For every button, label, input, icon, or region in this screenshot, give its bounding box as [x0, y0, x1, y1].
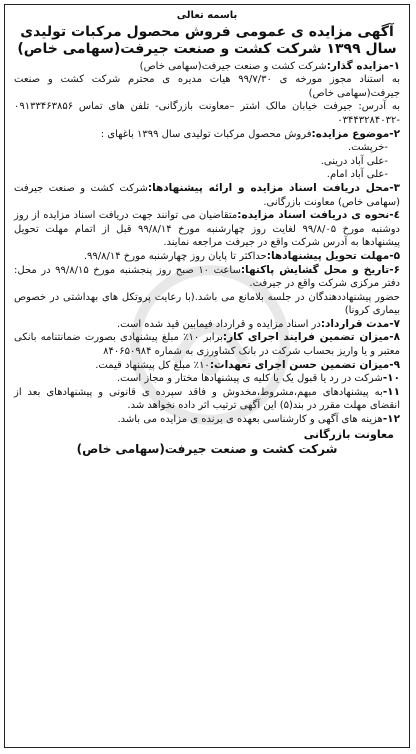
item-5	[14, 250, 400, 264]
item-label: ۱-مزایده گذار:	[326, 59, 400, 72]
orchard-2	[14, 155, 400, 169]
item-label: ۶-تاریخ و محل گشایش پاکتها:	[240, 263, 400, 276]
item-label: ۷-مدت قرارداد:	[320, 317, 400, 330]
item-label: ۳-محل دریافت اسناد مزایده و ارائه پیشنهادها:	[147, 181, 400, 194]
item-label: ۵-مهلت تحویل پیشنهادها:	[266, 249, 400, 262]
item-text: -علی آباد امام.	[326, 169, 388, 181]
item-10	[14, 372, 400, 386]
item-label: ۱۲-	[382, 413, 400, 426]
item-12	[14, 413, 400, 427]
bismillah: باسمه تعالی	[176, 10, 238, 21]
item-text: به استناد مجوز مورخه ی ۹۹/۷/۳۰ هیات مدیره ی محترم شرکت کشت و صنعت جیرفت(سهامی خاص)	[14, 74, 400, 99]
item-text: ساعت ۱۰ صبح روز پنجشنبه مورخ ۹۹/۸/۱۵ در محل: دفتر مرکزی شرکت واقع در جیرفت.	[14, 264, 400, 290]
item-1-license	[14, 73, 400, 100]
item-6	[14, 264, 400, 291]
item-label: ۱۱-	[382, 385, 400, 398]
item-label: ۸-میزان تضمین فرایند اجرای کار:	[222, 331, 401, 344]
item-11	[14, 386, 400, 413]
item-text: شرکت کشت و صنعت جیرفت(سهامی خاص)	[139, 60, 327, 72]
item-7	[14, 318, 400, 332]
item-6-note	[14, 291, 400, 318]
item-1-address	[14, 100, 400, 127]
item-2	[14, 128, 400, 142]
item-text: شرکت در رد یا قبول یک یا کلیه ی پیشنهادها مختار و مجاز است.	[117, 373, 383, 385]
item-4	[14, 209, 400, 250]
item-text: هزینه های آگهی و کارشناسی بعهده ی برنده ی مزایده می باشد.	[117, 414, 383, 426]
item-label: ٤-نحوه ی دریافت اسناد مزایده:	[237, 209, 400, 222]
item-label: ۲-موضوع مزایده:	[311, 127, 400, 140]
auction-notice	[5, 5, 409, 457]
item-text: برابر ۱۰٪ مبلغ پیشنهادی بصورت ضمانتنامه بانکی معتبر و یا واریز بحساب شرکت در بانک کشاورزی به شماره ۸۴۰۶۵۰۹۸۴	[14, 332, 400, 358]
item-text: شرکت کشت و صنعت جیرفت (سهامی خاص) معاونت بازرگانی.	[14, 182, 400, 208]
item-9	[14, 359, 400, 373]
item-8	[14, 331, 400, 358]
item-1	[14, 60, 400, 74]
orchard-1	[14, 141, 400, 155]
item-text: در اسناد مزایده و قرارداد فیمابین قید شده است.	[116, 318, 321, 330]
item-text: متقاضیان می توانند جهت دریافت اسناد مزایده از روز دوشنبه مورخ ۹۹/۸/۰۵ لغایت روز چهارشنبه مورخ ۹۹/۸/۱۴ قبل از اتمام مهلت تحویل پیشنهادها به آدرس شرکت واقع در جیرفت مراجعه نمایند.	[14, 210, 401, 249]
company-name: شرکت کشت و صنعت جیرفت(سهامی خاص)	[76, 441, 338, 456]
notice-items	[14, 60, 400, 427]
notice-footer	[14, 428, 400, 457]
item-text: -خرپشت.	[347, 142, 388, 154]
item-3	[14, 182, 400, 209]
item-label: ۱۰-	[382, 372, 400, 385]
item-text: به پیشنهادهای مبهم،مشروط،مخدوش و فاقد سپرده ی قانونی و پیشنهادهای بعد از انقضای مهلت مقرر در بند(۵) این آگهی ترتیب اثر داده نخواهد شد.	[14, 386, 400, 412]
department-name: معاونت بازرگانی	[303, 427, 394, 441]
item-text: -علی آباد درینی.	[320, 155, 388, 167]
item-text: ۱۰٪ مبلغ کل پیشنهاد قیمت.	[95, 359, 210, 371]
notice-frame	[4, 4, 410, 748]
notice-title: آگهی مزایده ی عمومی فروش محصول مرکبات تولیدی سال ۱۳۹۹ شرکت کشت و صنعت جیرفت(سهامی خاص)	[17, 23, 397, 57]
item-text: حداکثر تا پایان روز چهارشنبه مورخ ۹۹/۸/۱۴.	[83, 250, 267, 262]
item-label: ۹-میزان تضمین حسن اجرای تعهدات:	[209, 358, 400, 371]
orchard-3	[14, 168, 400, 182]
item-text: به آدرس: جیرفت خیابان مالک اشتر –معاونت بازرگانی- تلفن های تماس ۰۹۱۳۳۴۶۳۸۵۶ -۰۳۴۴۳۲۸۴۰۳۲	[14, 101, 400, 126]
item-text: حضور پیشنهاددهندگان در جلسه بلامانع می باشد.(با رعایت پروتکل های بهداشتی در خصوص بیماری کرونا)	[14, 291, 400, 317]
item-text: فروش محصول مرکبات تولیدی سال ۱۳۹۹ باغهای :	[100, 128, 312, 140]
